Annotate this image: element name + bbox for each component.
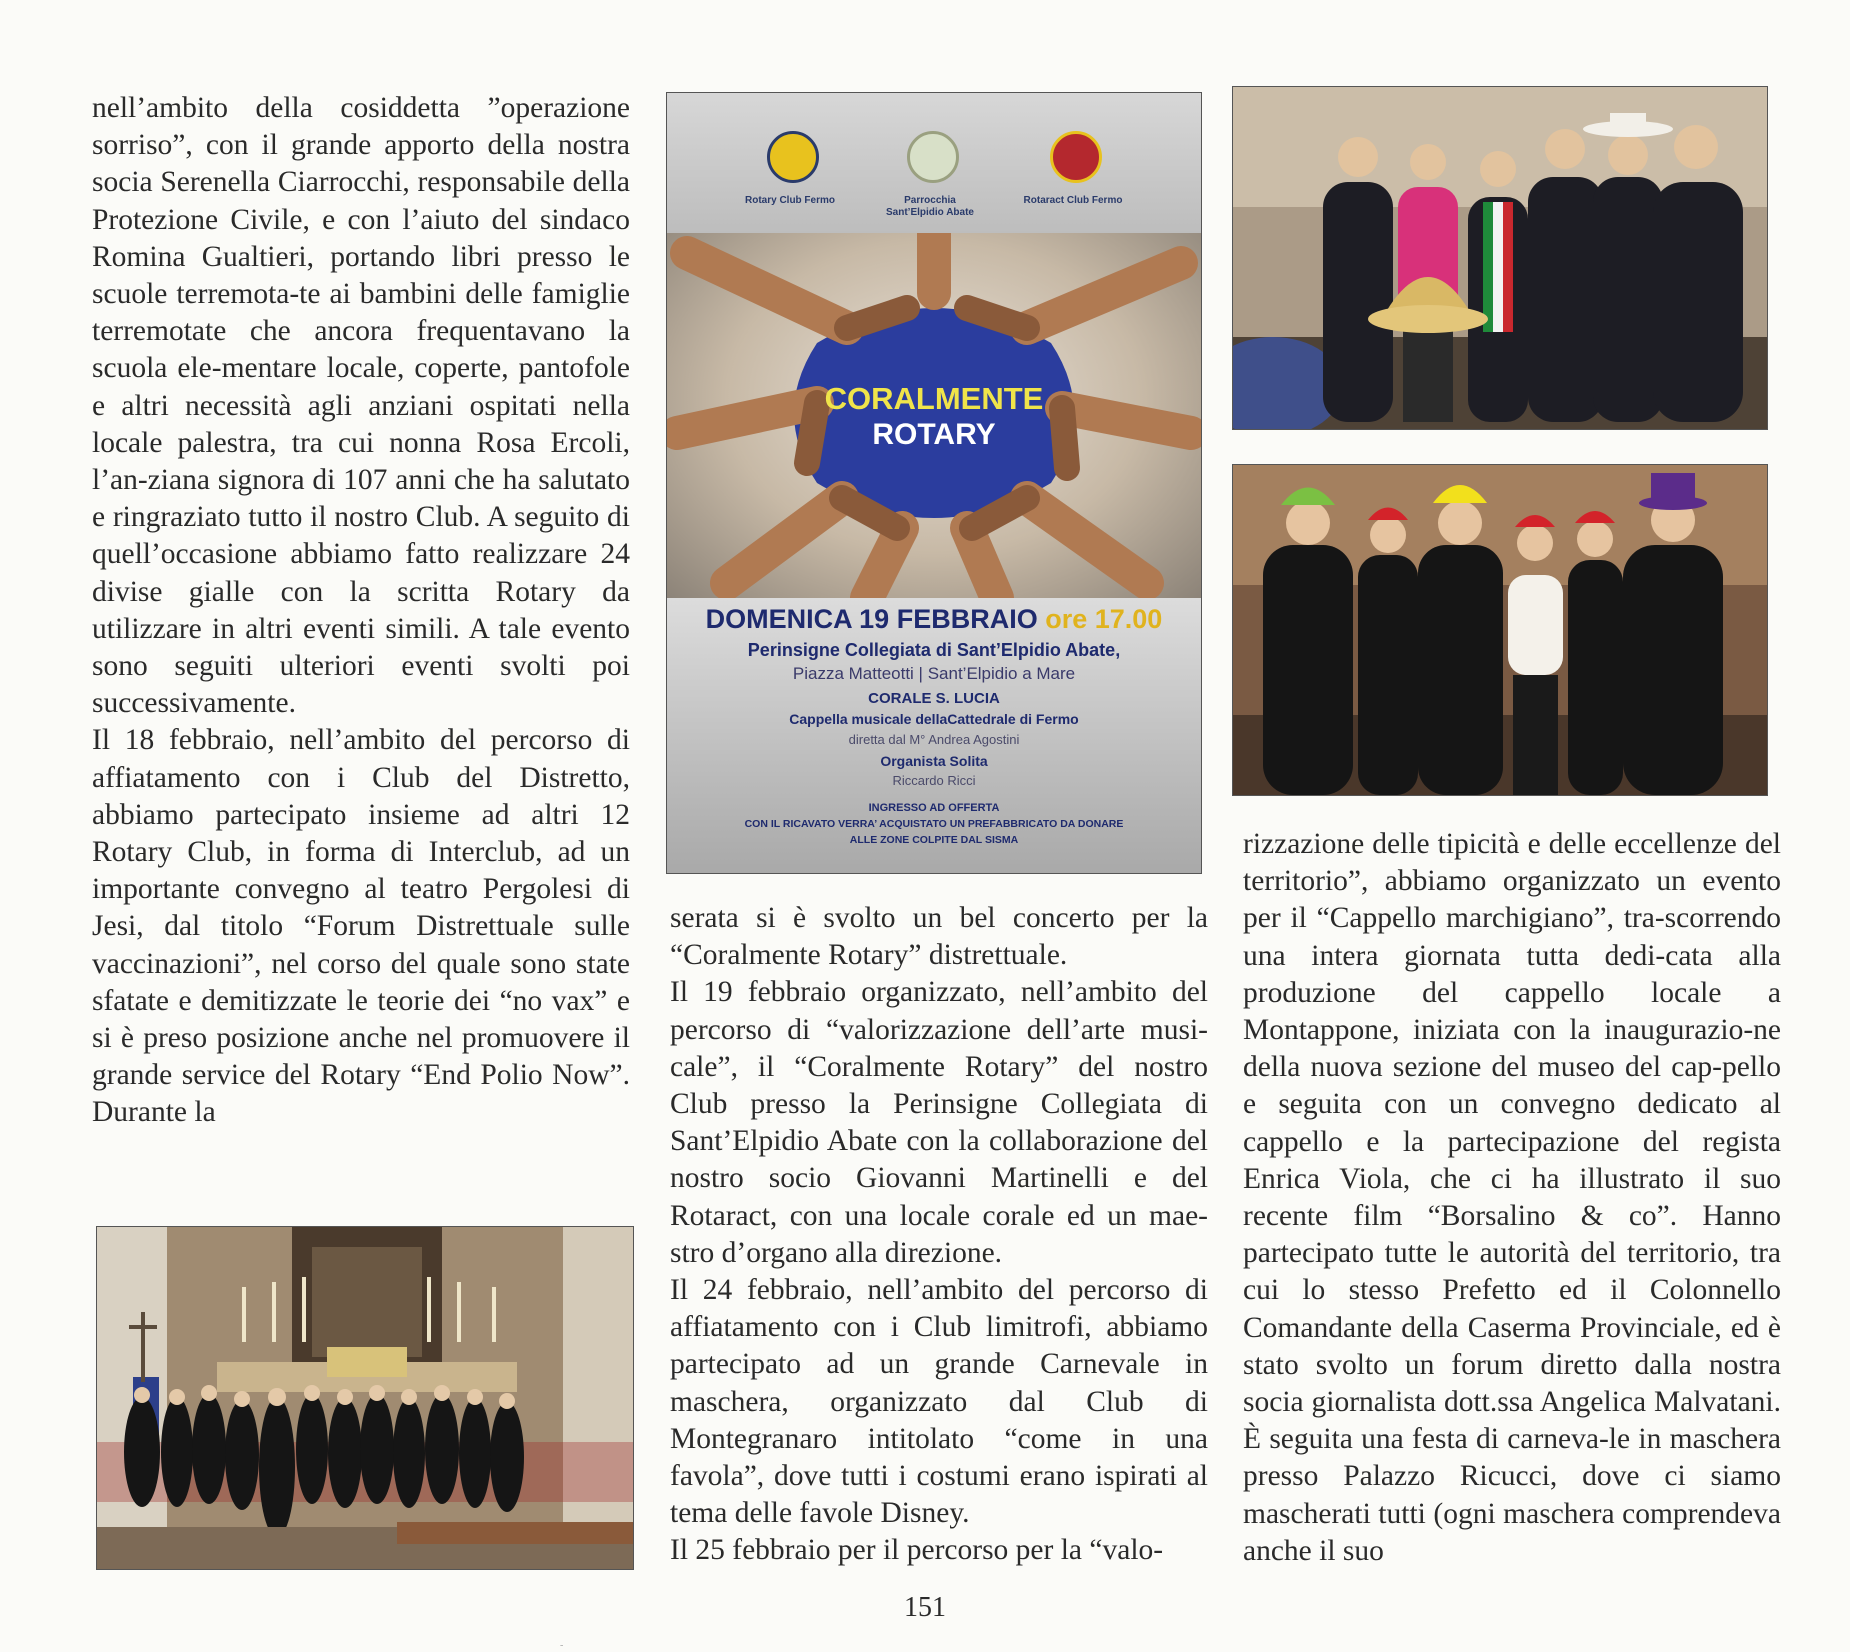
logo-label-rotary: Rotary Club Fermo [744,195,835,206]
poster-director: diretta dal M° Andrea Agostini [848,732,1020,747]
choir-photo [96,1226,634,1570]
poster-venue: Perinsigne Collegiata di Sant’Elpidio Abate, [747,640,1121,660]
group-photo-hats [1232,86,1768,430]
parish-logo-icon [907,131,959,183]
poster-time: ore 17.00 [1045,604,1163,634]
poster-choir: CORALE S. LUCIA [868,690,1000,707]
paragraph: Il 18 febbraio, nell’ambito del percorso di affiatamento con i Club del Distretto, abbiamo partecipato insieme ad altri 12 Rotary Club, in forma di Interclub, ad un importante convegno al teatro Pergolesi di Jesi, dal titolo “Forum Distrettuale sulle vaccinazioni”, nel corso del quale sono state sfatate e demitizzate le teorie dei “no vax” e si è preso posizione anche nel promuovere il grande service del Rotary “End Polio Now”. Durante la [92,724,630,1129]
poster-header [667,93,1201,233]
poster-entry: INGRESSO AD OFFERTA [868,802,1000,814]
stray-mark: - [560,1640,564,1651]
concert-poster [666,92,1202,874]
poster-address: Piazza Matteotti | Sant’Elpidio a Mare [792,664,1076,683]
logo-label-rotaract: Rotaract Club Fermo [1023,195,1123,206]
poster-proceeds-line2: ALLE ZONE COLPITE DAL SISMA [849,834,1019,846]
paragraph: Il 19 febbraio organizzato, nell’ambito del percorso di “valorizzazione dell’arte musi-cale”, il “Coralmente Rotary” del nostro Club presso la Perinsigne Collegiata di Sant’Elpidio Abate con la collaborazione del nostro socio Giovanni Martinelli e del Rotaract, con una locale corale ed un mae-stro d’organo alla direzione. [670,976,1208,1269]
poster-organist-label: Organista Solita [880,753,988,769]
poster-title-line1: CORALMENTE [824,381,1044,416]
page-number: 151 [904,1592,946,1623]
rotary-logo-icon [767,131,819,183]
poster-details [667,598,1201,873]
poster-date: DOMENICA 19 FEBBRAIO [705,604,1038,634]
text-column-middle [670,900,1208,1570]
poster-title-line2: ROTARY [872,418,996,451]
paragraph: nell’ambito della cosiddetta ”operazione sorriso”, con il grande apporto della nostra socia Serenella Ciarrocchi, responsabile della Protezione Civile, e con l’aiuto del sindaco Romina Gualtieri, portando libri presso le scuole terremota-te ai bambini delle famiglie terremotate che ancora frequentavano la scuola ele-mentare locale, coperte, pantofole e altri necessità agli anziani ospitati nella locale palestra, tra cui nonna Rosa Ercoli, l’an-ziana signora di 107 anni che ha salutato e ringraziato tutto il nostro Club. A seguito di quell’occasione abbiamo fatto realizzare 24 divise gialle con la scritta Rotary da utilizzare in altri eventi simili. A tale evento sono seguiti ulteriori eventi svolti poi successivamente. [92,92,630,720]
poster-chapel: Cappella musicale dellaCattedrale di Fermo [789,711,1079,727]
paragraph: rizzazione delle tipicità e delle eccellenze del territorio”, abbiamo organizzato un evento per il “Cappello marchigiano”, tra-scorrendo una intera giornata tutta dedi-cata alla produzione del cappello locale a Montappone, iniziata con la inaugurazio-ne della nuova sezione del museo del cap-pello e seguita con un convegno dedicato al cappello e la partecipazione del regista Enrica Viola, che ci ha illustrato il suo recente film “Borsalino & co”. Hanno partecipato tutte le autorità del territorio, tra cui lo stesso Prefetto ed il Colonnello Comandante della Caserma Provinciale, ed è stato svolto un forum diretto dalla nostra socia giornalista dott.ssa Angelica Malvatani. È seguita una festa di carneva-le in maschera presso Palazzo Ricucci, dove ci siamo mascherati tutti (ogni maschera comprendeva anche il suo [1243,828,1781,1567]
text-column-left [92,90,630,1132]
poster-hands-image [667,233,1201,598]
carnival-group-photo [1232,464,1768,796]
paragraph: Il 25 febbraio per il percorso per la “valo- [670,1534,1164,1567]
logo-label-parish: Parrocchia Sant’Elpidio Abate [886,195,974,218]
paragraph: Il 24 febbraio, nell’ambito del percorso di affiatamento con i Club limitrofi, abbiamo partecipato ad un grande Carnevale in maschera, organizzato dal Club di Montegranaro intitolato “come in una favola”, dove tutti i costumi erano ispirati al tema delle favole Disney. [670,1274,1208,1530]
text-column-right [1243,826,1781,1570]
paragraph: serata si è svolto un bel concerto per la “Coralmente Rotary” distrettuale. [670,902,1208,972]
poster-date-line [667,604,1201,635]
rotaract-logo-icon [1050,131,1102,183]
poster-proceeds-line1: CON IL RICAVATO VERRA’ ACQUISTATO UN PREFABBRICATO DA DONARE [744,818,1124,830]
poster-organist: Riccardo Ricci [892,773,976,788]
